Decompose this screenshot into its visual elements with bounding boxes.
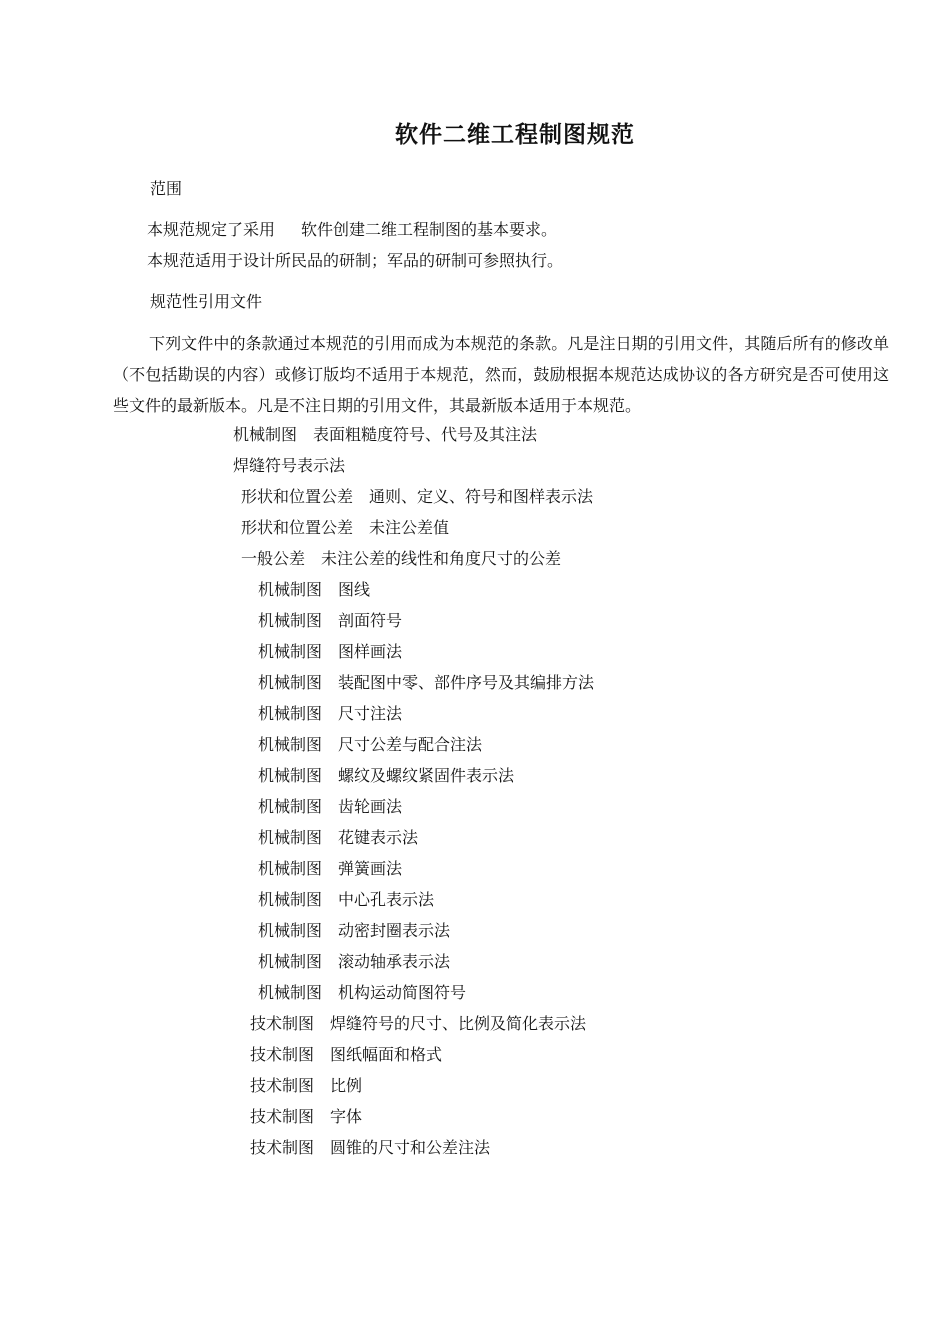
reference-item [241,518,449,538]
reference-category: 技术制图 [250,1045,315,1064]
reference-title: 圆锥的尺寸和公差注法 [330,1138,491,1157]
reference-title: 通则、定义、符号和图样表示法 [369,487,594,506]
reference-item [258,952,450,972]
reference-category: 技术制图 [250,1138,315,1157]
reference-item [258,921,450,941]
reference-category: 机械制图 [258,735,323,754]
reference-item [258,890,434,910]
reference-title: 未注公差的线性和角度尺寸的公差 [321,549,562,568]
reference-category: 机械制图 [258,611,323,630]
reference-title: 字体 [330,1107,363,1126]
scope-line-2: 本规范适用于设计所民品的研制；军品的研制可参照执行。 [147,251,564,270]
reference-item [250,1045,442,1065]
reference-category: 机械制图 [258,952,323,971]
reference-title: 未注公差值 [369,518,450,537]
reference-item [250,1107,362,1127]
reference-category: 机械制图 [233,425,298,444]
reference-item [258,580,370,600]
reference-category: 机械制图 [258,859,323,878]
scope-line-1-part-b: 软件创建二维工程制图的基本要求。 [301,220,558,239]
reference-item [258,735,482,755]
reference-category: 机械制图 [258,983,323,1002]
reference-item [258,766,514,786]
reference-category: 机械制图 [258,580,323,599]
reference-category: 机械制图 [258,766,323,785]
reference-title: 剖面符号 [338,611,403,630]
reference-title: 焊缝符号的尺寸、比例及简化表示法 [330,1014,587,1033]
reference-item [258,983,466,1003]
reference-title: 图样画法 [338,642,403,661]
reference-title: 图线 [338,580,371,599]
reference-item [250,1138,490,1158]
reference-category: 形状和位置公差 [241,487,354,506]
reference-category: 机械制图 [258,704,323,723]
reference-title: 图纸幅面和格式 [330,1045,443,1064]
reference-title: 动密封圈表示法 [338,921,451,940]
document-title: 软件二维工程制图规范 [395,122,635,148]
reference-title: 齿轮画法 [338,797,403,816]
reference-title: 表面粗糙度符号、代号及其注法 [313,425,538,444]
reference-item [250,1076,362,1096]
reference-item [258,828,418,848]
reference-category: 机械制图 [258,921,323,940]
reference-item [258,673,594,693]
reference-item [258,611,402,631]
reference-item [258,797,402,817]
reference-item [258,704,402,724]
reference-title: 尺寸公差与配合注法 [338,735,483,754]
reference-category: 技术制图 [250,1076,315,1095]
reference-category: 机械制图 [258,890,323,909]
section-heading-references: 规范性引用文件 [150,292,263,311]
reference-item [258,642,402,662]
reference-title: 螺纹及螺纹紧固件表示法 [338,766,515,785]
reference-category: 机械制图 [258,642,323,661]
reference-title: 中心孔表示法 [338,890,435,909]
reference-category: 焊缝符号表示法 [233,456,346,475]
reference-title: 机构运动简图符号 [338,983,467,1002]
reference-category: 技术制图 [250,1107,315,1126]
scope-line-1-part-a: 本规范规定了采用 [147,220,276,239]
reference-category: 形状和位置公差 [241,518,354,537]
section-heading-scope: 范围 [150,179,183,198]
reference-category: 机械制图 [258,797,323,816]
reference-item [233,456,345,476]
reference-category: 机械制图 [258,673,323,692]
reference-item [241,549,561,569]
reference-item [250,1014,586,1034]
reference-category: 一般公差 [241,549,306,568]
intro-paragraph: 下列文件中的条款通过本规范的引用而成为本规范的条款。凡是注日期的引用文件，其随后所有的修改单（不包括勘误的内容）或修订版均不适用于本规范，然而，鼓励根据本规范达成协议的各方研究是否可使用这些文件的最新版本。凡是不注日期的引用文件，其最新版本适用于本规范。 [113,334,889,415]
reference-title: 弹簧画法 [338,859,403,878]
reference-title: 装配图中零、部件序号及其编排方法 [338,673,595,692]
reference-category: 机械制图 [258,828,323,847]
reference-title: 尺寸注法 [338,704,403,723]
reference-item [233,425,537,445]
reference-title: 比例 [330,1076,363,1095]
reference-item [258,859,402,879]
reference-category: 技术制图 [250,1014,315,1033]
reference-item [241,487,593,507]
scope-line-1 [147,220,557,240]
reference-title: 滚动轴承表示法 [338,952,451,971]
reference-title: 花键表示法 [338,828,419,847]
